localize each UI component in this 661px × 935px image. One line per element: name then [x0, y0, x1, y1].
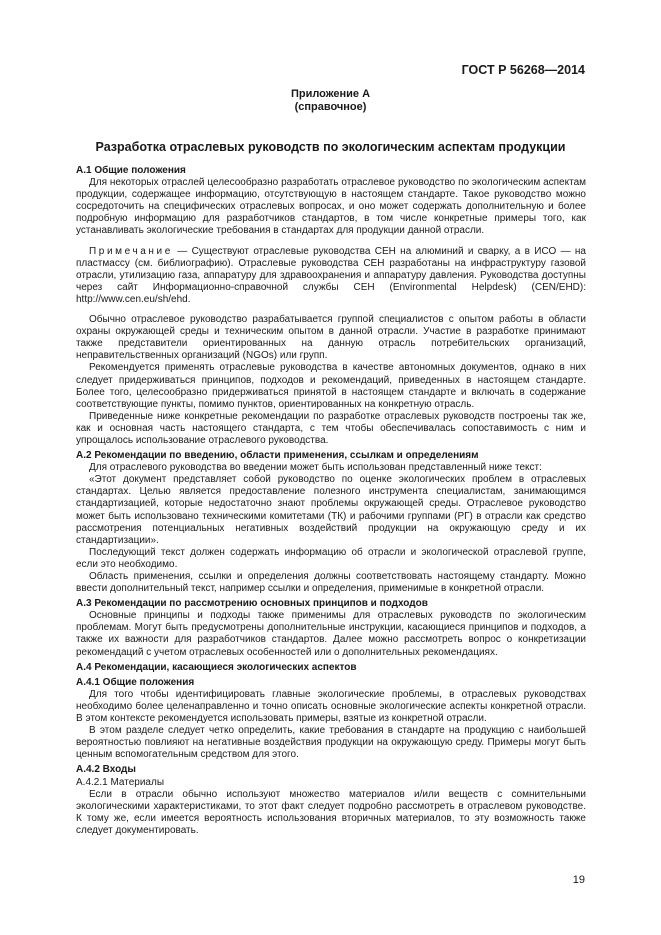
paragraph: Для того чтобы идентифицировать главные экологические проблемы, в отраслевых руководствах необходимо более целенаправленно и точно описать основные экологические аспекты конкретной отрасли. В этом контексте рекомендуется использовать примеры, взятые из конкретной отрасли.	[76, 688, 586, 725]
paragraph: Если в отрасли обычно используют множество материалов и/или веществ с сомнительными экологическими характеристиками, то этот факт следует подробно рассмотреть в отраслевом руководстве. К тому же, если имеется вероятность использования вторичных материалов, то эту возможность также следует документировать.	[76, 788, 586, 836]
section-heading-a1: А.1 Общие положения	[76, 165, 186, 176]
subsection-heading-a42: А.4.2 Входы	[76, 764, 136, 776]
note	[76, 246, 586, 306]
page-number: 19	[572, 874, 585, 886]
section-heading-a2: А.2 Рекомендации по введению, области применения, ссылкам и определениям	[76, 450, 479, 462]
document-body	[76, 165, 586, 837]
paragraph: Рекомендуется применять отраслевые руководства в качестве автономных документов, однако в них следует придерживаться принципов, подходов и рекомендаций, приведенных в настоящем стандарте. Более того, целесообразно придерживаться принятой в настоящем стандарте и включать в содержание соответствующие пункты, помимо пунктов, ориентированных на конкретную отрасль.	[76, 362, 586, 410]
annex-title: Приложение А	[290, 88, 371, 100]
section-heading-a4: А.4 Рекомендации, касающиеся экологических аспектов	[76, 661, 357, 673]
paragraph: Обычно отраслевое руководство разрабатывается группой специалистов с опытом работы в области охраны окружающей среды и техническим опытом в данной отрасли. Участие в разработке принимают также представители ориентированных на данную отрасль потребительских организаций, неправительственных организаций (NGOs) или групп.	[76, 314, 586, 362]
note-text: — Существуют отраслевые руководства СЕН на алюминий и сварку, а в ИСО — на пластмассу (см. библиографию). Отраслевые руководства СЕН разработаны на инфраструктуру газовой отрасли, утилизацию газа, аппаратуру для здравоохранения и аппаратуру давления. Руководства доступны через сайт Информационно-справочной службы СЕН (Environmental Helpdesk) (CEN/EHD): http://www.cen.eu/sh/ehd.	[76, 245, 586, 305]
paragraph: В этом разделе следует четко определить, какие требования в стандарте на продукцию с наибольшей вероятностью повлияют на негативные воздействия продукции на окружающую среду. Примеры могут быть ценным вспомогательным средством для этого.	[76, 725, 586, 761]
note-label: Примечание	[89, 245, 173, 257]
paragraph: Для отраслевого руководства во введении может быть использован представленный ниже текст:	[89, 462, 542, 474]
paragraph: Основные принципы и подходы также применимы для отраслевых руководств по экологическим проблемам. Могут быть предусмотрены дополнительные инструкции, касающиеся принципов и подходов, а также их важности для разработчиков стандартов. Далее можно рассмотреть вопрос о конкретизации рекомендаций с учетом отраслевых особенностей или о дополнительных рекомендациях.	[76, 610, 586, 658]
paragraph: Приведенные ниже конкретные рекомендации по разработке отраслевых руководств построены так же, как и основная часть настоящего стандарта, с тем чтобы обеспечивалась сопоставимость с ним и упрощалось использование отраслевого руководства.	[76, 410, 586, 446]
paragraph: Последующий текст должен содержать информацию об отрасли и экологической отраслевой группе, если это необходимо.	[76, 546, 586, 570]
standard-code: ГОСТ Р 56268—2014	[461, 63, 585, 77]
paragraph: Для некоторых отраслей целесообразно разработать отраслевое руководство по экологическим аспектам продукции, содержащее информацию, отсутствующую в настоящем стандарте. Такое руководство можно сосредоточить на специфических отраслевых вопросах, и оно может содержать дополнительную и более подробную информацию для разработчиков стандартов, в том числе конкретные примеры того, как устанавливать экологические требования в стандартах для продукции данной отрасли.	[76, 177, 586, 237]
paragraph: Область применения, ссылки и определения должны соответствовать настоящему стандарту. Можно ввести дополнительный текст, например ссылки и определения, применимые в конкретной отрасли.	[76, 571, 586, 595]
subsection-heading-a41: А.4.1 Общие положения	[76, 676, 195, 688]
page-title: Разработка отраслевых руководств по экологическим аспектам продукции	[95, 140, 566, 154]
quote-paragraph: «Этот документ представляет собой руководство по оценке экологических проблем в отраслевых стандартах. Целью является предоставление полезного инструмента специалистам, занимающимся стандартизацией, которые недостаточно знают проблемы окружающей среды. Отраслевое руководство может быть использовано техническими комитетами (ТК) и рабочими группами (РГ) в отрасли как средство рассмотрения потенциальных негативных воздействий продукции на окружающую среду и их стандартизации».	[76, 474, 586, 546]
annex-subtitle: (справочное)	[294, 101, 367, 113]
section-heading-a3: А.3 Рекомендации по рассмотрению основных принципов и подходов	[76, 598, 428, 610]
subsection-heading-a421: А.4.2.1 Материалы	[76, 776, 165, 788]
